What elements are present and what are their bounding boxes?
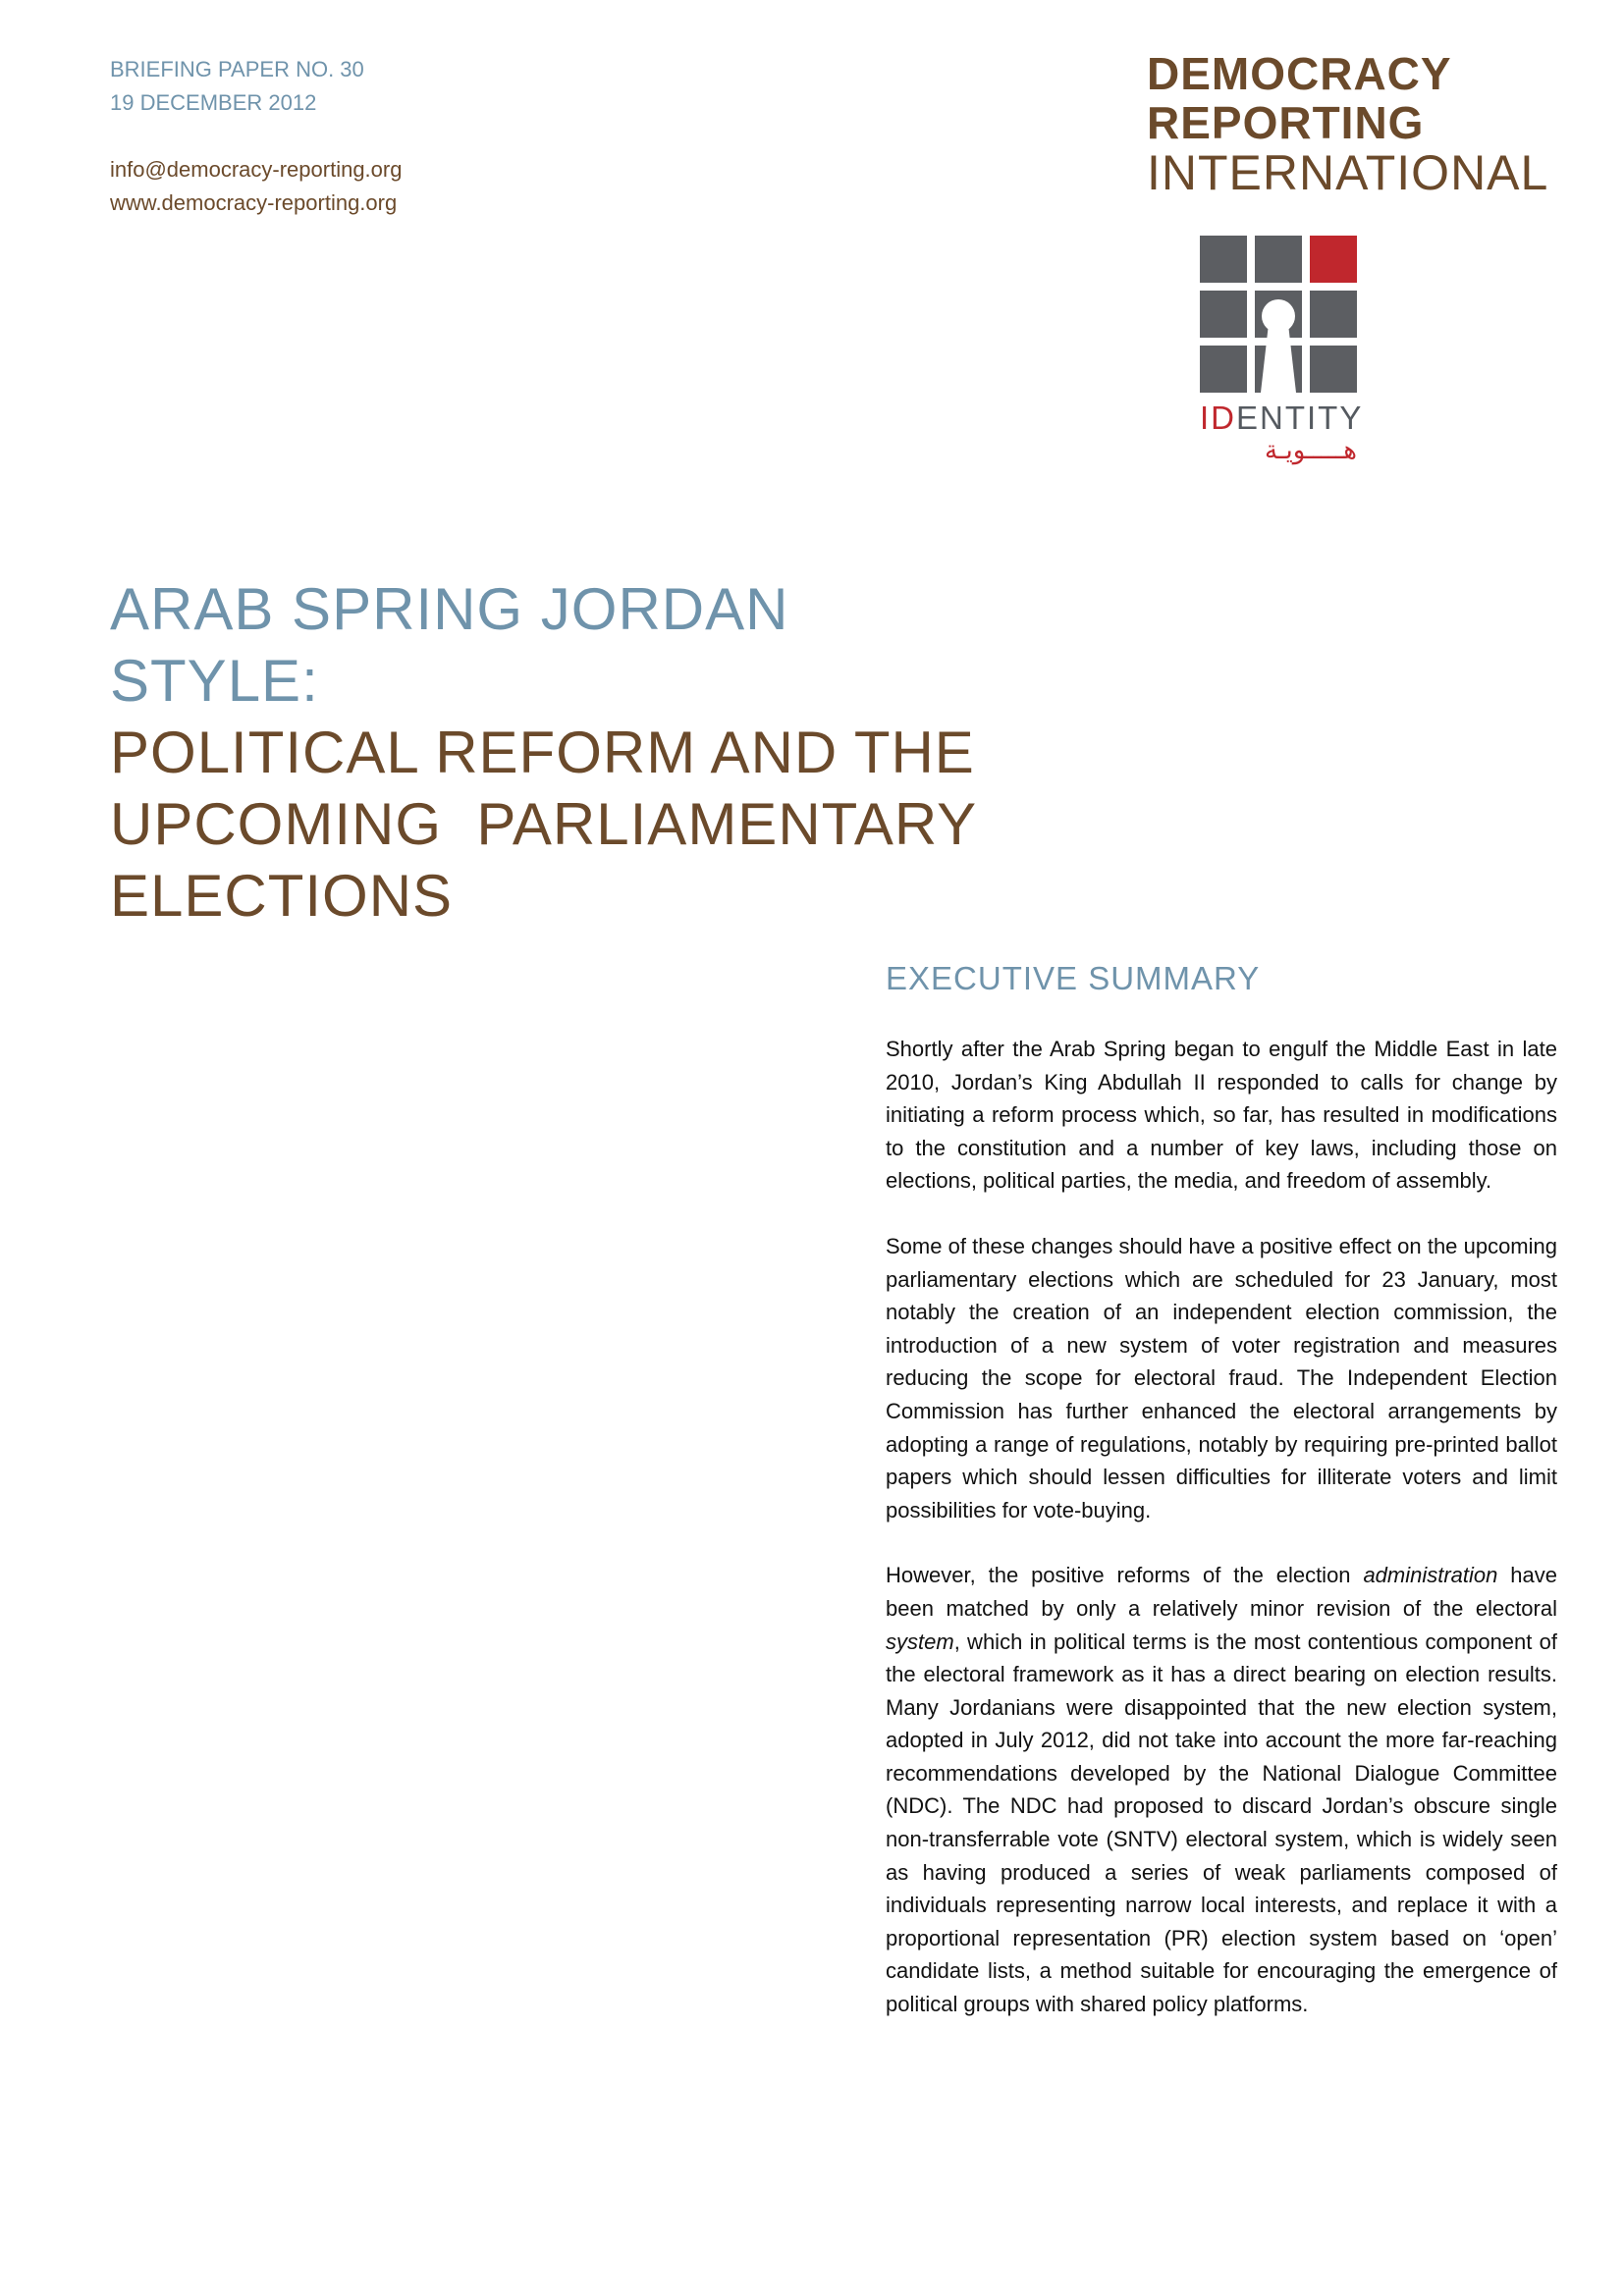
title-line-1: ARAB SPRING JORDAN: [110, 576, 789, 642]
summary-paragraph-3: However, the positive reforms of the election administration have been matched by only a relatively minor revision of the electoral system, which in political terms is the most contentious component of the electoral framework as it has a direct bearing on election results. Many Jordanians were disappointed that the new election system, adopted in July 2012, did not take into account the more far-reaching recommendations developed by the National Dialogue Committee (NDC). The NDC had proposed to discard Jordan’s obscure single non-transferrable vote (SNTV) electoral system, which is widely seen as having produced a series of weak parliaments composed of individuals representing narrow local interests, and replace it with a proportional representation (PR) election system based on ‘open’ candidate lists, a method suitable for encouraging the emergence of political groups with shared policy platforms.: [886, 1563, 1557, 2017]
brand-line-3: INTERNATIONAL: [1147, 145, 1549, 200]
paper-date: 19 DECEMBER 2012: [110, 90, 317, 115]
summary-heading: EXECUTIVE SUMMARY: [886, 960, 1261, 996]
title-line-4: UPCOMING PARLIAMENTARY: [110, 791, 978, 857]
emphasis-system: system: [886, 1629, 954, 1654]
title-line-2: STYLE:: [110, 648, 319, 714]
website-link[interactable]: www.democracy-reporting.org: [110, 190, 398, 215]
emphasis-administration: administration: [1363, 1563, 1498, 1588]
brand-line-1: DEMOCRACY: [1147, 48, 1452, 99]
summary-paragraph-1: Shortly after the Arab Spring began to engulf the Middle East in late 2010, Jordan’s King Abdullah II responded to calls for change by initiating a reform process which, so far, has resulted in modifications to the constitution and a number of key laws, including those on elections, political parties, the media, and freedom of assembly.: [886, 1037, 1557, 1194]
brand-line-2: REPORTING: [1147, 97, 1425, 148]
title-line-3: POLITICAL REFORM AND THE: [110, 720, 975, 785]
summary-paragraph-2: Some of these changes should have a positive effect on the upcoming parliamentary elections which are scheduled for 23 January, most notably the creation of an independent election commission, the introduction of a new system of voter registration and measures reducing the scope for electoral fraud. The Independent Election Commission has further enhanced the electoral arrangements by adopting a range of regulations, notably by requiring pre-printed ballot papers which should lessen difficulties for illiterate voters and limit possibilities for vote-buying.: [886, 1233, 1557, 1522]
executive-summary: [886, 958, 1557, 2054]
header-meta: [110, 53, 402, 220]
keyhole-grid-icon: [1200, 236, 1357, 393]
identity-logo: [1200, 236, 1364, 465]
dri-logo: [1147, 49, 1548, 198]
page-title: [110, 573, 977, 932]
identity-arabic: هـــــويـة: [1264, 436, 1357, 465]
title-line-5: ELECTIONS: [110, 863, 454, 929]
paper-number: BRIEFING PAPER NO. 30: [110, 57, 364, 81]
contact-email[interactable]: info@democracy-reporting.org: [110, 157, 403, 182]
identity-wordmark: IDENTITY: [1200, 400, 1364, 436]
